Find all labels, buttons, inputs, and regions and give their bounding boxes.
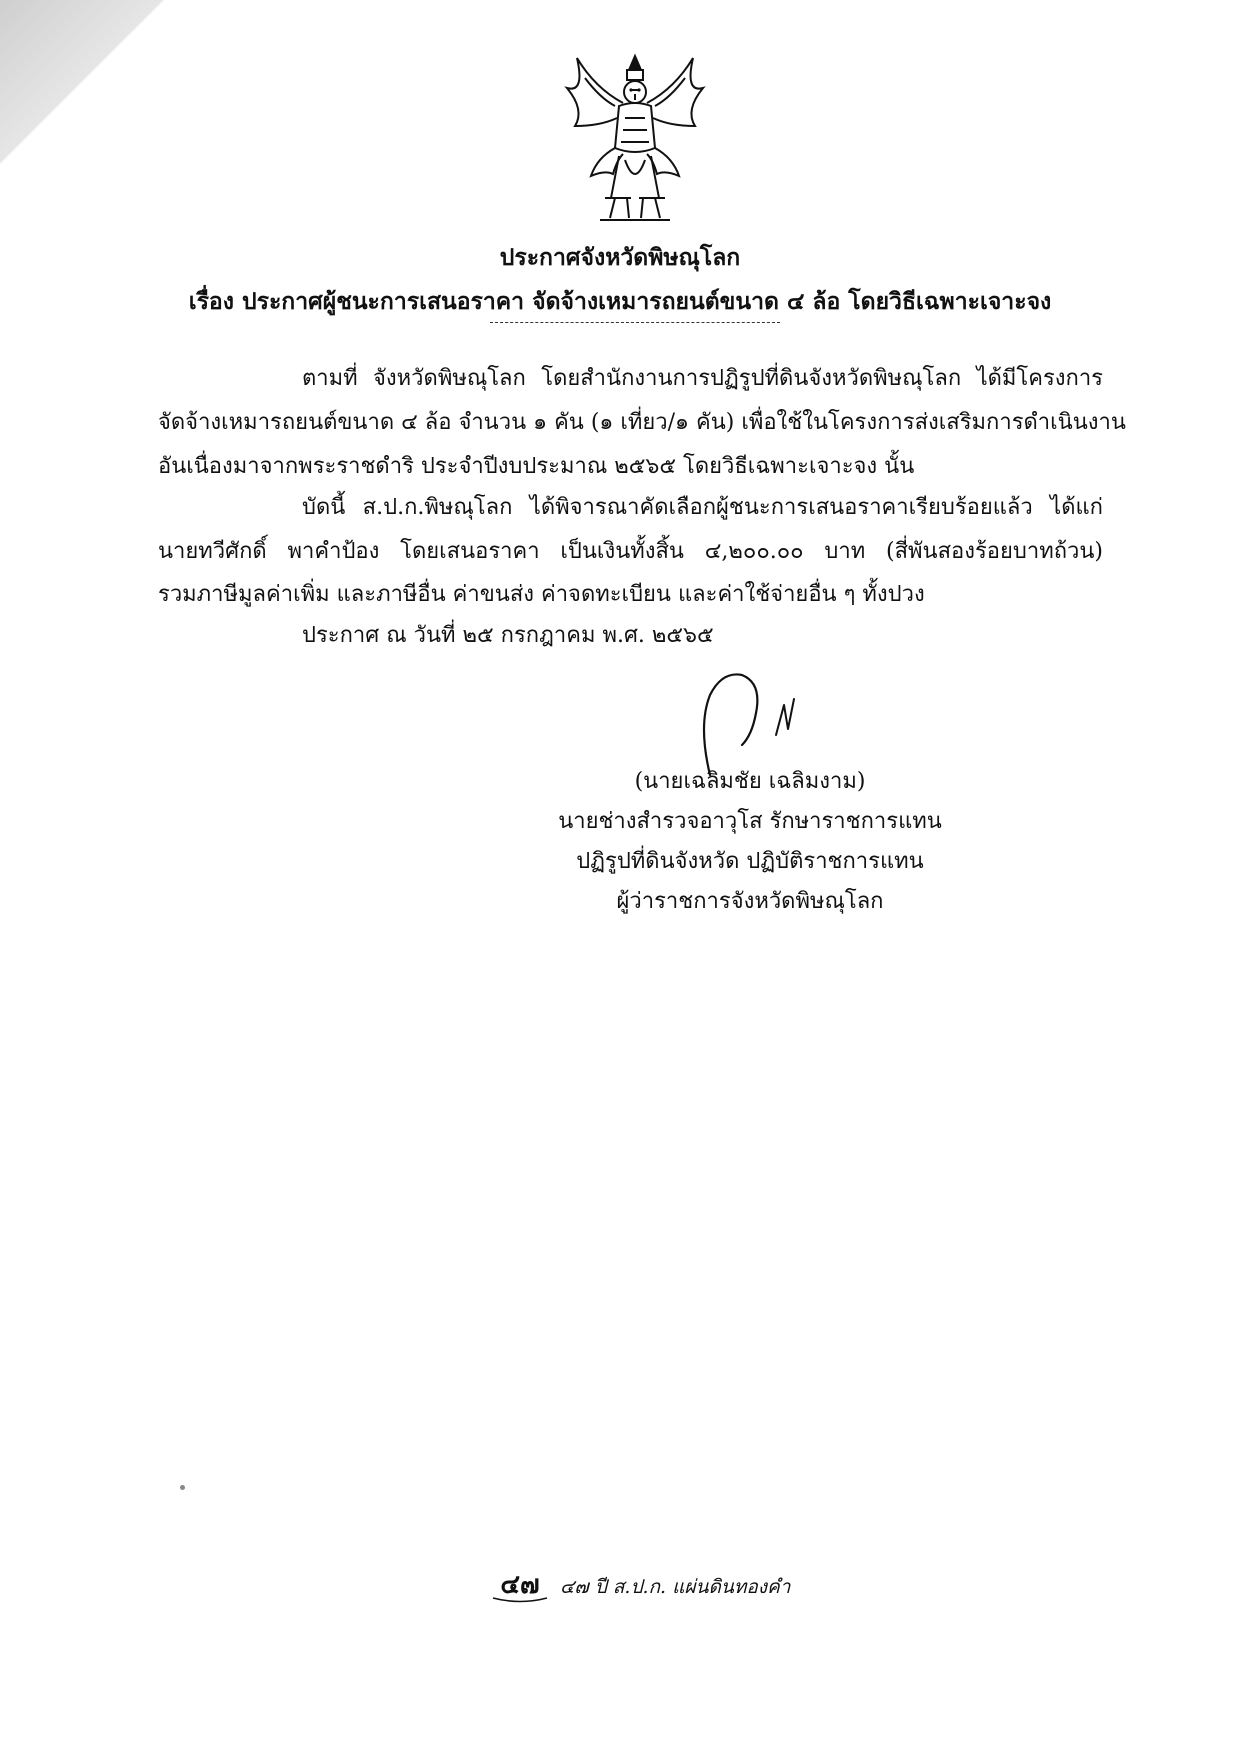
footer-slogan: ๔๗ ปี ส.ป.ก. แผ่นดินทองคำ <box>560 1576 791 1598</box>
body-paragraph-2-line-2: นายทวีศักดิ์ พาคำป้อง โดยเสนอราคา เป็นเงินทั้งสิ้น ๔,๒๐๐.๐๐ บาท (สี่พันสองร้อยบาทถ้วน) <box>158 539 1103 564</box>
body-paragraph-2-line-3: รวมภาษีมูลค่าเพิ่ม และภาษีอื่น ค่าขนส่ง ค่าจดทะเบียน และค่าใช้จ่ายอื่น ๆ ทั้งปวง <box>158 582 925 607</box>
anniversary-logo-icon <box>485 1565 555 1605</box>
svg-text:๔๗: ๔๗ <box>500 1570 540 1600</box>
title-divider <box>490 322 780 323</box>
signatory-position-2: ปฏิรูปที่ดินจังหวัด ปฏิบัติราชการแทน <box>576 849 924 874</box>
signatory-name: (นายเฉลิมชัย เฉลิมงาม) <box>634 769 866 794</box>
body-paragraph-1-line-2: จัดจ้างเหมารถยนต์ขนาด ๔ ล้อ จำนวน ๑ คัน (๑ เที่ยว/๑ คัน) เพื่อใช้ในโครงการส่งเสริมการดำเนินงาน <box>158 410 1126 435</box>
body-paragraph-1-line-3: อันเนื่องมาจากพระราชดำริ ประจำปีงบประมาณ ๒๕๖๕ โดยวิธีเฉพาะเจาะจง นั้น <box>158 454 915 479</box>
document-title: ประกาศจังหวัดพิษณุโลก <box>499 244 741 271</box>
body-paragraph-2-line-1: บัดนี้ ส.ป.ก.พิษณุโลก ได้พิจารณาคัดเลือกผู้ชนะการเสนอราคาเรียบร้อยแล้ว ได้แก่ <box>302 495 1103 520</box>
scan-corner-fold <box>0 0 170 190</box>
scan-speck <box>180 1485 185 1490</box>
signatory-position-3: ผู้ว่าราชการจังหวัดพิษณุโลก <box>616 889 884 914</box>
garuda-emblem-icon <box>555 48 715 228</box>
signatory-position-1: นายช่างสำรวจอาวุโส รักษาราชการแทน <box>558 809 942 834</box>
announcement-date: ประกาศ ณ วันที่ ๒๕ กรกฎาคม พ.ศ. ๒๕๖๕ <box>302 623 714 648</box>
body-paragraph-1-line-1: ตามที่ จังหวัดพิษณุโลก โดยสำนักงานการปฏิรูปที่ดินจังหวัดพิษณุโลก ได้มีโครงการ <box>302 366 1103 391</box>
document-subject: เรื่อง ประกาศผู้ชนะการเสนอราคา จัดจ้างเหมารถยนต์ขนาด ๔ ล้อ โดยวิธีเฉพาะเจาะจง <box>188 288 1052 315</box>
